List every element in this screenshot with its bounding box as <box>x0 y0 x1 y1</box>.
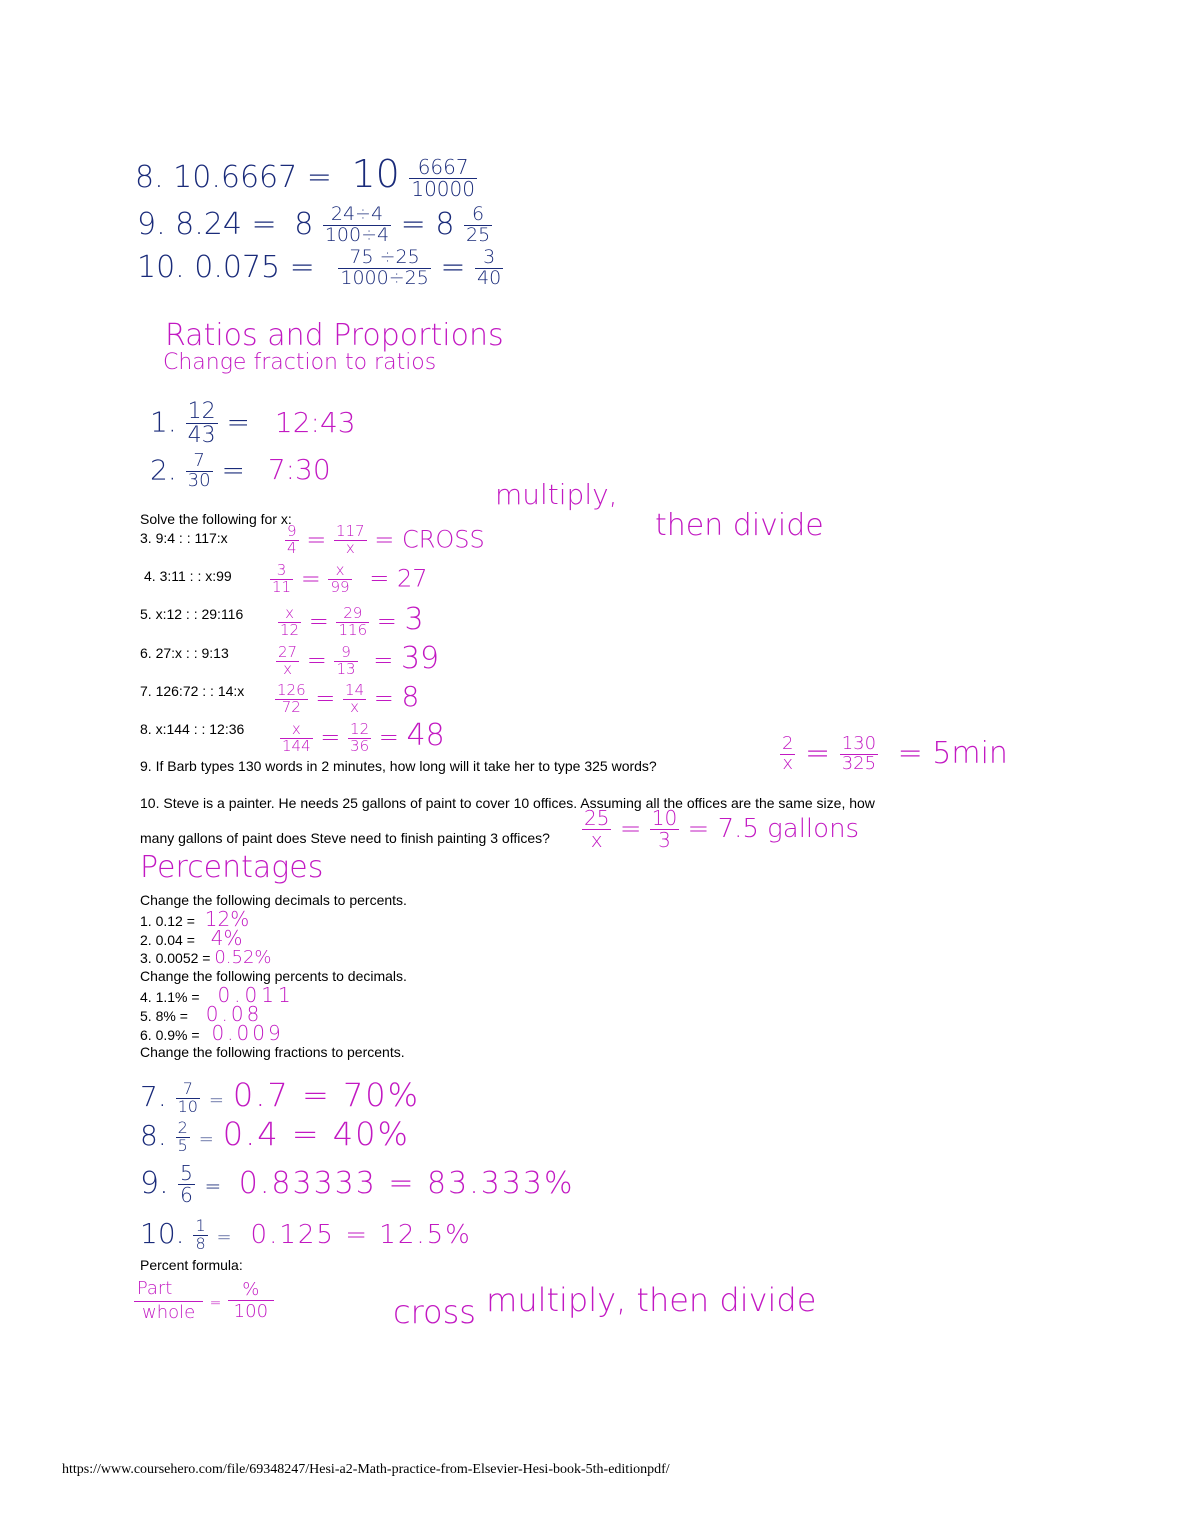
numerator: 27 <box>278 642 298 661</box>
ratios-subheading: Change fraction to ratios <box>163 350 437 375</box>
equals-sign: = <box>198 1129 214 1150</box>
ratios-heading: Ratios and Proportions <box>165 318 504 353</box>
numerator: x <box>291 719 301 738</box>
denominator: 13 <box>336 659 356 678</box>
answer: 8 <box>401 680 420 713</box>
denominator: 36 <box>350 736 370 755</box>
numerator: 6 <box>472 203 485 225</box>
item-number: 2. <box>150 453 177 487</box>
problem-8-text: 8. x:144 : : 12:36 <box>140 721 245 737</box>
fraction <box>276 642 299 678</box>
denominator: whole <box>134 1301 203 1323</box>
answer: 7.5 gallons <box>717 814 860 844</box>
denominator: x <box>780 754 795 774</box>
answer: 0.011 <box>217 983 295 1007</box>
fraction <box>780 735 795 774</box>
conversion-label: 10. 0.075 = <box>137 249 315 285</box>
equals-sign: = <box>221 453 245 487</box>
equals-sign: = <box>209 1294 222 1311</box>
numerator: 24÷4 <box>330 203 384 225</box>
equals-sign: = <box>374 525 395 554</box>
numerator: 29 <box>343 603 363 622</box>
denominator: 10000 <box>411 177 475 201</box>
fraction <box>278 603 301 639</box>
ratio-answer: 12:43 <box>274 405 356 439</box>
numerator: 6667 <box>417 155 469 179</box>
problem-7-text: 7. 126:72 : : 14:x <box>140 683 245 699</box>
percent-formula <box>134 1280 274 1323</box>
equals-sign: = <box>226 405 250 439</box>
fraction <box>334 524 367 557</box>
ratio-item-1 <box>150 400 356 447</box>
item-number: 10. <box>140 1217 185 1250</box>
item-number: 8. <box>140 1119 167 1152</box>
fraction <box>840 735 878 774</box>
equals-sign: = <box>204 1174 222 1198</box>
equals-sign: = <box>300 564 321 593</box>
ratio-answer: 7:30 <box>267 453 331 487</box>
denominator: 100 <box>228 1300 274 1322</box>
equals-sign: = <box>315 684 336 712</box>
numerator: 9 <box>341 642 351 661</box>
denominator: 99 <box>330 577 350 596</box>
source-url: https://www.coursehero.com/file/69348247/Hesi-a2-Math-practice-from-Elsevier-Hesi-book-5th-editionpdf/ <box>62 1462 670 1477</box>
question: 5. 8% = <box>140 1008 188 1024</box>
fraction <box>186 452 213 491</box>
equals-sign: = <box>378 723 399 751</box>
conversion-label: 9. 8.24 = <box>137 206 277 242</box>
answer: 48 <box>406 718 445 753</box>
denominator: 6 <box>180 1183 193 1207</box>
fraction <box>176 1078 200 1116</box>
answer: 4% <box>210 926 243 950</box>
numerator: 25 <box>584 806 610 830</box>
denominator: 3 <box>650 829 679 851</box>
denominator: x <box>582 829 611 851</box>
problem-8-work <box>280 718 445 754</box>
f2p-item-9 <box>140 1163 575 1206</box>
numerator: 12 <box>187 399 216 424</box>
problem-4-text: 4. 3:11 : : x:99 <box>144 568 232 584</box>
equals-sign: = <box>308 607 329 635</box>
item-number: 1. <box>150 405 177 439</box>
conversion-9 <box>137 205 492 246</box>
question-9: 9. If Barb types 130 words in 2 minutes, how long will it take her to type 325 words? <box>140 758 657 774</box>
fraction <box>280 719 313 755</box>
equals-sign: = <box>373 684 394 712</box>
note-then-divide: then divide <box>655 508 824 543</box>
numerator: x <box>285 603 294 622</box>
numerator: 9 <box>287 522 297 540</box>
equals-sign: = <box>320 723 341 751</box>
numerator: 10 <box>651 806 678 830</box>
note-cross: cross <box>393 1293 476 1331</box>
equals-sign: = <box>619 814 642 844</box>
numerator: 130 <box>841 733 877 754</box>
answer: CROSS <box>401 525 485 554</box>
numerator: 7 <box>182 1078 193 1098</box>
instruction-percents-to-decimals: Change the following percents to decimals. <box>140 968 407 984</box>
problem-4-work <box>270 563 428 596</box>
fraction <box>285 524 299 557</box>
question: 4. 1.1% = <box>140 989 200 1005</box>
solve-title: Solve the following for x: <box>140 511 292 527</box>
answer: 39 <box>400 641 440 676</box>
denominator: 100÷4 <box>324 223 390 246</box>
denominator: 43 <box>187 423 216 449</box>
fraction <box>650 808 679 851</box>
denominator: 10 <box>177 1096 198 1116</box>
problem-6-work <box>276 641 439 677</box>
answer: 0.83333 = 83.333% <box>238 1166 575 1201</box>
question-9-work <box>780 735 1008 774</box>
denominator: 11 <box>272 577 292 596</box>
denominator: 1000÷25 <box>340 266 429 289</box>
fraction <box>464 205 492 246</box>
whole-number: 10 <box>351 152 400 196</box>
p2d-item-6 <box>140 1021 284 1045</box>
formula-note <box>393 1281 817 1331</box>
fraction <box>336 603 369 639</box>
numerator: 5 <box>180 1161 193 1185</box>
fraction <box>275 680 308 716</box>
fraction <box>409 157 477 200</box>
denominator: 72 <box>275 699 308 716</box>
equals-sign: = <box>897 735 923 771</box>
fraction <box>186 400 218 447</box>
denominator: 5 <box>177 1135 188 1155</box>
answer: 0.08 <box>205 1002 263 1026</box>
numerator: 2 <box>177 1117 188 1137</box>
equals-sign: = <box>306 525 327 554</box>
answer: 0.009 <box>211 1021 284 1045</box>
fraction <box>176 1117 190 1155</box>
denominator: 8 <box>195 1233 206 1253</box>
whole-number: 8 <box>435 206 455 242</box>
numerator: % <box>242 1279 260 1300</box>
numerator: 14 <box>345 680 365 699</box>
conversion-8 <box>135 152 477 200</box>
problem-5-text: 5. x:12 : : 29:116 <box>140 606 244 622</box>
equals-sign: = <box>376 607 397 635</box>
numerator: Part <box>136 1278 173 1299</box>
numerator: 75 ÷25 <box>349 246 420 268</box>
fraction <box>328 563 351 596</box>
whole-number: 8 <box>294 206 314 242</box>
equals-sign: = <box>805 735 831 771</box>
fraction <box>193 1215 207 1253</box>
answer: 5min <box>932 735 1008 771</box>
fraction <box>582 808 611 851</box>
conversion-label: 8. 10.6667 = <box>135 160 332 195</box>
answer: 12% <box>204 907 250 931</box>
fraction <box>134 1280 203 1323</box>
question-10-work <box>582 808 859 851</box>
numerator: 3 <box>483 246 496 268</box>
numerator: 7 <box>193 450 205 471</box>
denominator: 144 <box>282 736 311 755</box>
problem-5-work <box>278 602 424 638</box>
instruction-fractions-to-percents: Change the following fractions to percents. <box>140 1044 405 1060</box>
note-multiply-then-divide: multiply, then divide <box>486 1281 817 1319</box>
numerator: 3 <box>276 561 287 579</box>
d2p-item-3 <box>140 949 272 967</box>
fraction <box>338 248 430 289</box>
answer: 0.52% <box>214 947 272 968</box>
conversion-10 <box>137 248 503 289</box>
answer: 3 <box>404 602 424 637</box>
fraction <box>178 1163 195 1206</box>
denominator: x <box>334 540 367 557</box>
equals-sign: = <box>373 646 394 674</box>
f2p-item-10 <box>140 1217 472 1252</box>
question: 1. 0.12 = <box>140 913 195 929</box>
f2p-item-7 <box>140 1076 420 1115</box>
question-10-line-1: 10. Steve is a painter. He needs 25 gallons of paint to cover 10 offices. Assuming all the offices are the same size, how <box>140 795 875 811</box>
answer: 27 <box>396 564 428 593</box>
question: 2. 0.04 = <box>140 932 195 948</box>
equals-sign: = <box>440 249 466 285</box>
note-multiply: multiply, <box>495 478 618 511</box>
denominator: 116 <box>338 620 368 639</box>
question: 6. 0.9% = <box>140 1027 200 1043</box>
numerator: 12 <box>350 719 370 738</box>
numerator: 1 <box>195 1215 206 1235</box>
equals-sign: = <box>687 814 710 844</box>
denominator: 12 <box>280 620 300 639</box>
percentages-heading: Percentages <box>140 850 324 885</box>
fraction <box>228 1281 274 1322</box>
f2p-item-8 <box>140 1115 410 1154</box>
denominator: x <box>343 699 366 716</box>
answer: 0.4 = 40% <box>222 1115 410 1153</box>
denominator: 25 <box>465 223 491 246</box>
question: 3. 0.0052 = <box>140 950 211 966</box>
problem-7-work <box>275 680 419 715</box>
fraction <box>323 205 391 246</box>
fraction <box>270 563 293 596</box>
ratio-item-2 <box>150 452 331 491</box>
denominator: 325 <box>841 752 877 774</box>
answer: 0.7 = 70% <box>232 1076 421 1114</box>
equals-sign: = <box>369 564 390 593</box>
numerator: 126 <box>277 680 306 699</box>
problem-3-work <box>285 524 485 557</box>
question-10-line-2: many gallons of paint does Steve need to finish painting 3 offices? <box>140 830 550 846</box>
fraction <box>475 248 503 289</box>
fraction <box>334 642 357 678</box>
denominator: x <box>276 661 299 678</box>
equals-sign: = <box>216 1227 232 1248</box>
problem-3-text: 3. 9:4 : : 117:x <box>140 530 228 546</box>
item-number: 9. <box>140 1166 169 1201</box>
equals-sign: = <box>400 206 426 242</box>
fraction <box>343 680 366 716</box>
denominator: 30 <box>187 469 211 491</box>
denominator: 4 <box>287 538 297 557</box>
problem-6-text: 6. 27:x : : 9:13 <box>140 645 229 661</box>
denominator: 40 <box>477 266 502 289</box>
numerator: 117 <box>335 522 365 540</box>
item-number: 7. <box>140 1080 167 1113</box>
equals-sign: = <box>306 646 327 674</box>
fraction <box>348 719 371 755</box>
equals-sign: = <box>208 1090 224 1111</box>
answer: 0.125 = 12.5% <box>250 1220 472 1250</box>
numerator: 2 <box>782 733 794 754</box>
numerator: x <box>335 561 345 579</box>
percent-formula-label: Percent formula: <box>140 1257 243 1273</box>
instruction-decimals-to-percents: Change the following decimals to percents. <box>140 892 407 908</box>
